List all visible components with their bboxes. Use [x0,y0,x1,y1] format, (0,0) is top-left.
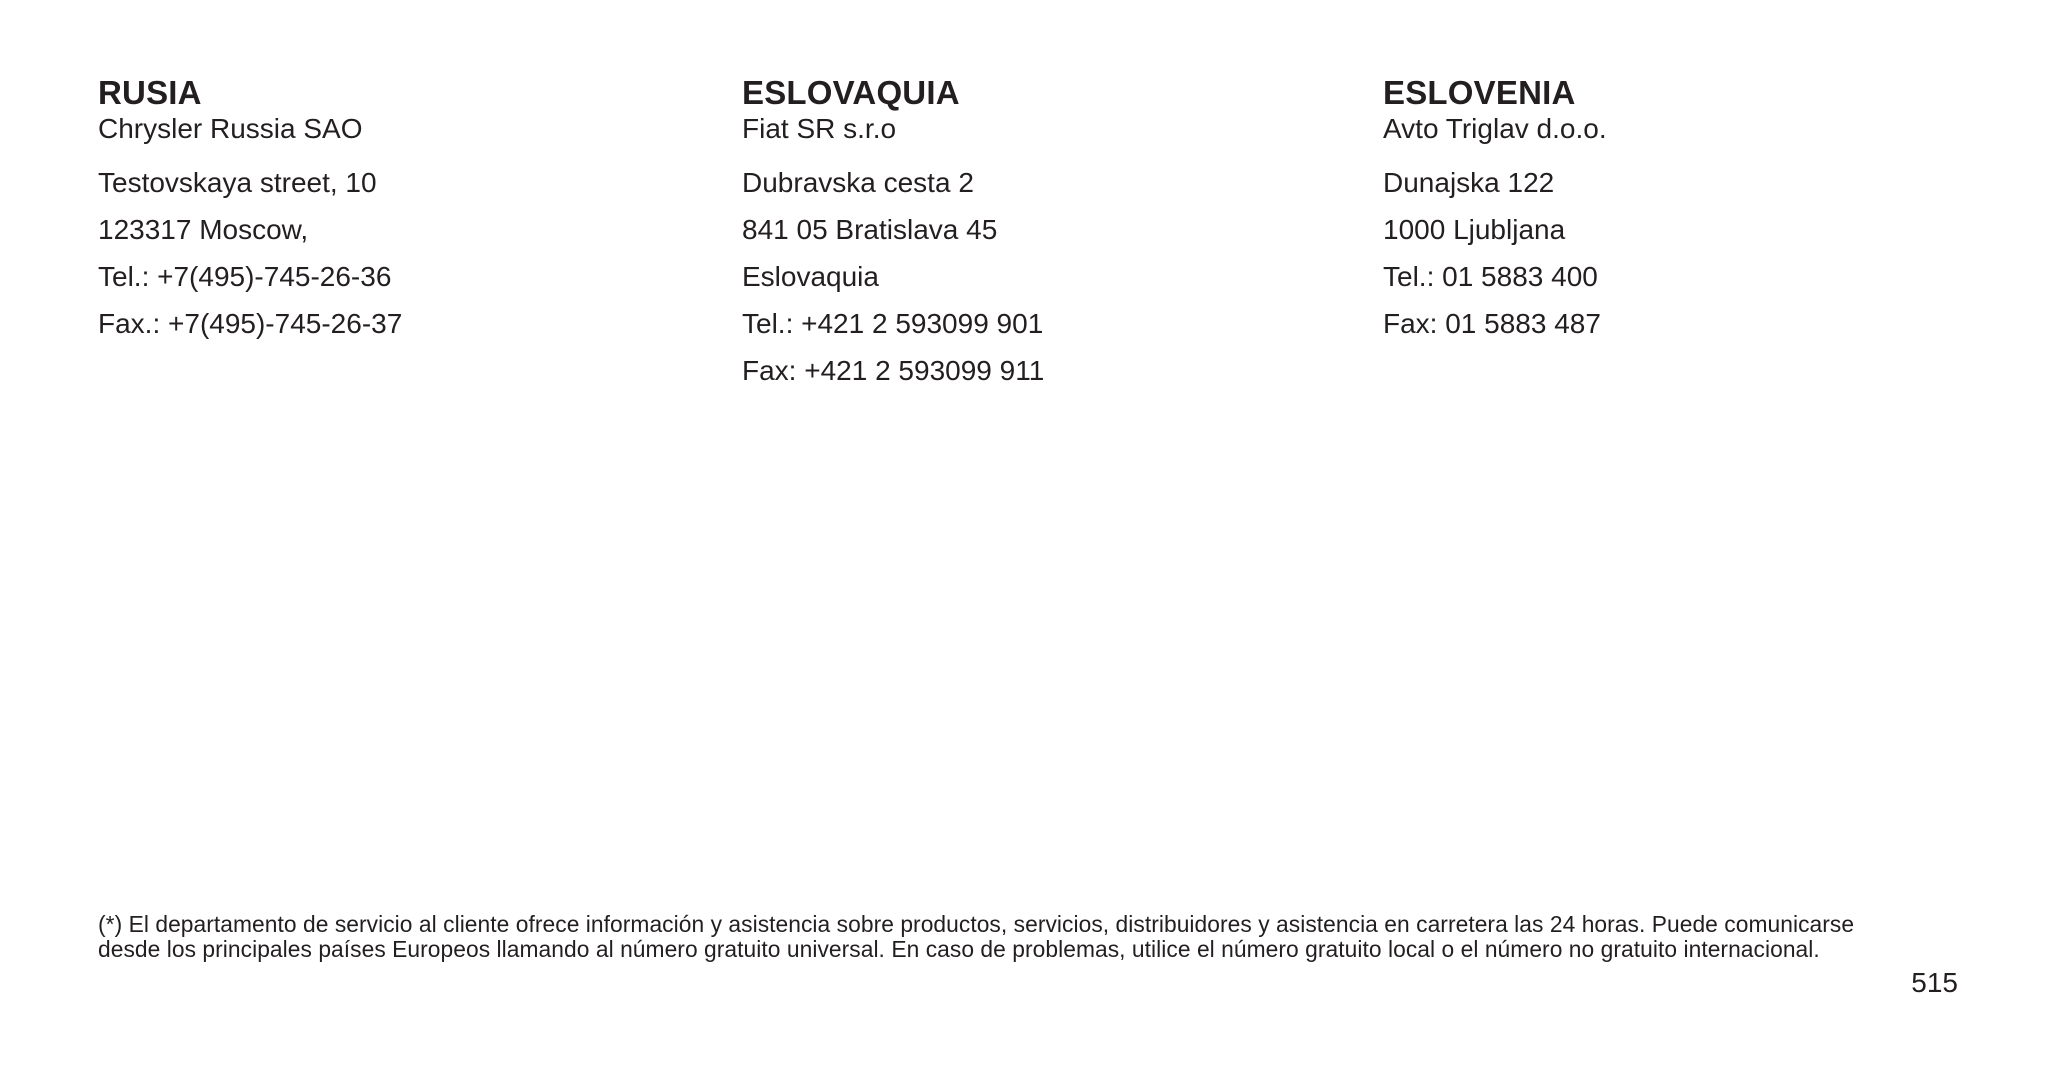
footnote [98,912,1928,962]
fax: Fax.: +7(495)-745-26-37 [98,308,403,339]
street-address: Dunajska 122 [1383,167,1555,198]
address-lines [742,112,1342,394]
telephone: Tel.: 01 5883 400 [1383,261,1598,292]
address-lines [98,112,698,347]
contact-block-eslovaquia [742,74,1342,394]
country-heading: ESLOVENIA [1383,74,1576,111]
fax: Fax: 01 5883 487 [1383,308,1601,339]
company-name: Chrysler Russia SAO [98,113,363,144]
company-name: Fiat SR s.r.o [742,113,897,144]
country-line: Eslovaquia [742,261,879,292]
city-postcode: 1000 Ljubljana [1383,214,1566,245]
contact-block-eslovenia [1383,74,1983,347]
street-address: Dubravska cesta 2 [742,167,974,198]
street-address: Testovskaya street, 10 [98,167,377,198]
contact-columns [98,74,1958,414]
page-number: 515 [1911,967,1958,998]
address-lines [1383,112,1983,347]
country-heading: RUSIA [98,74,202,111]
fax: Fax: +421 2 593099 911 [742,355,1045,386]
contact-block-rusia [98,74,698,347]
company-name: Avto Triglav d.o.o. [1383,113,1607,144]
footnote-line-1: (*) El departamento de servicio al cliente ofrece información y asistencia sobre productos, servicios, distribuidores y asistencia en carretera las 24 horas. Puede comunicarse [98,911,1855,937]
footnote-line-2: desde los principales países Europeos llamando al número gratuito universal. En caso de problemas, utilice el número gratuito local o el número no gratuito internacional. [98,936,1820,962]
country-heading: ESLOVAQUIA [742,74,960,111]
telephone: Tel.: +421 2 593099 901 [742,308,1044,339]
telephone: Tel.: +7(495)-745-26-36 [98,261,392,292]
city-postcode: 123317 Moscow, [98,214,309,245]
city-postcode: 841 05 Bratislava 45 [742,214,998,245]
